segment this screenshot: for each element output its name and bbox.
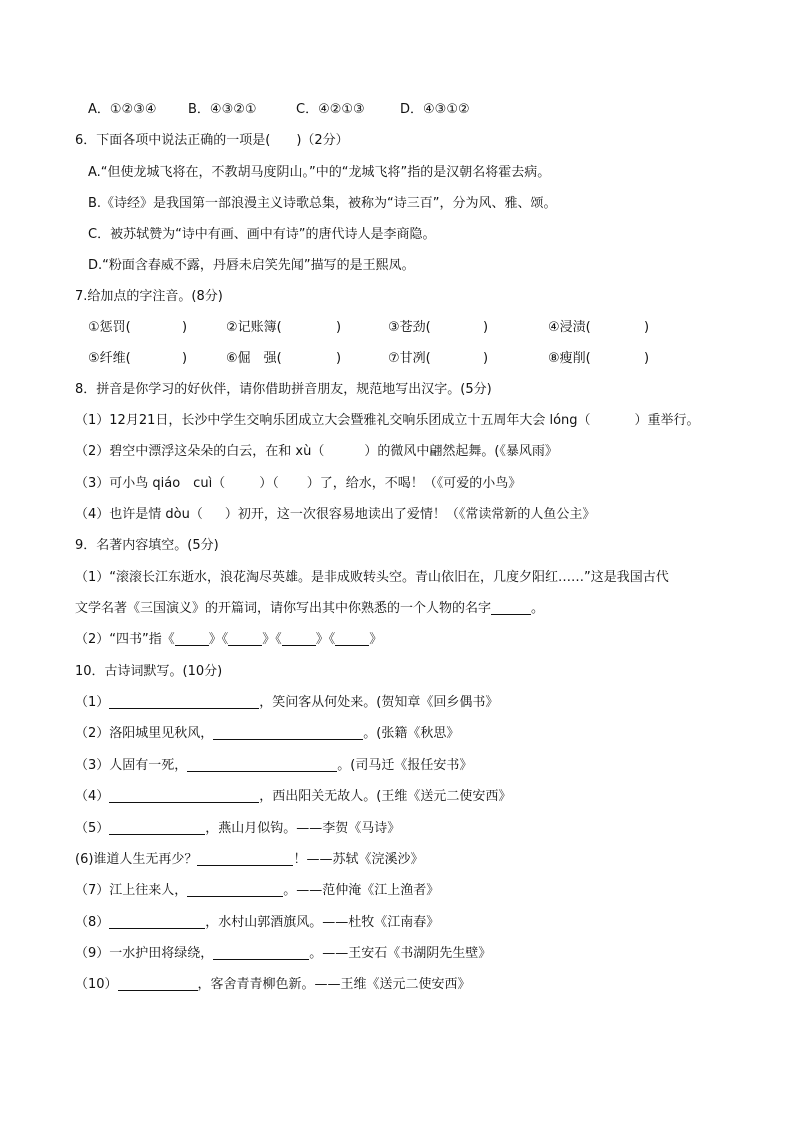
answer-blank[interactable] [118, 976, 198, 991]
q10-item-8: （8） ，水村山郭酒旗风。——杜牧《江南春》 [75, 915, 440, 930]
answer-blank[interactable] [228, 631, 262, 646]
q10-item-10: （10） ，客舍青青柳色新。——王维《送元二使安西》 [75, 977, 471, 992]
q10-item-3: （3）人固有一死， 。(司马迁《报任安书》 [75, 758, 473, 773]
q10-item-5: （5） ，燕山月似钩。——李贺《马诗》 [75, 821, 401, 836]
answer-blank[interactable] [187, 757, 337, 772]
q7-item-1: ①惩罚( [88, 320, 131, 335]
q10-item-2: （2）洛阳城里见秋风， 。(张籍《秋思》 [75, 726, 460, 741]
q10-item-6: (6)谁道人生无再少？ ！——苏轼《浣溪沙》 [75, 852, 424, 867]
q9-item-1-line-2: 文学名著《三国演义》的开篇词，请你写出其中你熟悉的一个人物的名字 。 [75, 601, 545, 616]
q9-item-1-line-1: （1）“滚滚长江东逝水，浪花淘尽英雄。是非成败转头空。青山依旧在，几度夕阳红……”这是我国古代 [75, 570, 669, 585]
answer-blank[interactable] [109, 694, 259, 709]
q6-option-b: B.《诗经》是我国第一部浪漫主义诗歌总集，被称为“诗三百”，分为风、雅、颂。 [88, 196, 557, 211]
q9-stem: 9．名著内容填空。(5分) [75, 538, 219, 553]
answer-blank[interactable] [213, 945, 309, 960]
answer-blank[interactable] [109, 788, 259, 803]
exam-page: A．①②③④ B．④③②① C．④②①③ D．④③①② 6．下面各项中说法正确的一项是( )（2分） A.“但使龙城飞将在，不教胡马度阴山。”中的“龙城飞将”指的是汉朝名将霍去病。 B.《诗经》是我国第一部浪漫主义诗歌总集，被称为“诗三百”，分为风、雅、颂。 C．被苏轼赞为“诗中有画、画中有诗”的唐代诗人是李商隐。 D.“粉面含春威不露，丹唇未启笑先闻”描写的是王熙凤。 7.给加点的字注音。(8分) ①惩罚( ) ②记账簿( ) ③苍劲( ) ④浸渍( ) ⑤纤维( ) ⑥倔 强( ) ⑦甘冽( ) ⑧瘦削( ) 8．拼音是你学习的好伙伴，请你借助拼音朋友，规范地写出汉字。(5分) （1）12月21日，长沙中学生交响乐团成立大会暨雅礼交响乐团成立十五周年大会 lóng（ ）重举行。 （2）碧空中漂浮这朵朵的白云，在和 xù（ ）的微风中翩然起舞。(《暴风雨》 （3）可小鸟 qiáo cuì（ ）（ ）了，给水，不喝！（《可爱的小鸟》 （4）也许是情 dòu（ ）初开，这一次很容易地读出了爱情！（《常读常新的人鱼公主》 9．名著内容填空。(5分) （1）“滚滚长江东逝水，浪花淘尽英雄。是非成败转头空。青山依旧在，几度夕阳红……”这是我国古代 文学名著《三国演义》的开篇词，请你写出其中你熟悉的一个人物的名字 。 （2）“四书”指《 》《 》《 》《 》 10．古诗词默写。(10分) （1） ，笑问客从何处来。(贺知章《回乡偶书》 （2）洛阳城里见秋风， 。(张籍《秋思》 （3）人固有一死， 。(司马迁《报任安书》 （4） ，西出阳关无故人。(王维《送元二使安西》 （5） ，燕山月似钩。——李贺《马诗》 (6)谁道人生无再少？ ！——苏轼《浣溪沙》 （7）江上往来人， 。——范仲淹《江上渔者》 （8） ，水村山郭酒旗风。——杜牧《江南春》 （9）一水护田将绿绕， 。——王安石《书湖阴先生壁》 （10） ，客舍青青柳色新。——王维《送元二使安西》 [75, 102, 700, 992]
q7-item-3: ③苍劲( [388, 320, 431, 335]
q7-item-6: ⑥倔 强( [226, 351, 282, 366]
q5-option-b: B．④③②① [188, 102, 257, 117]
q9-item-2: （2）“四书”指《 》《 》《 》《 》 [75, 632, 383, 647]
q7-item-5: ⑤纤维( [88, 351, 131, 366]
answer-blank[interactable] [491, 600, 531, 615]
answer-blank[interactable] [187, 882, 283, 897]
q7-item-8: ⑧瘦削( [548, 351, 591, 366]
answer-blank[interactable] [175, 631, 209, 646]
q5-option-d: D．④③①② [400, 102, 470, 117]
q10-item-1: （1） ，笑问客从何处来。(贺知章《回乡偶书》 [75, 695, 499, 710]
answer-blank[interactable] [282, 631, 316, 646]
answer-blank[interactable] [213, 725, 363, 740]
q10-item-9: （9）一水护田将绿绕， 。——王安石《书湖阴先生壁》 [75, 946, 492, 961]
q10-item-7: （7）江上往来人， 。——范仲淹《江上渔者》 [75, 883, 440, 898]
q6-option-d: D.“粉面含春威不露，丹唇未启笑先闻”描写的是王熙凤。 [88, 258, 415, 273]
q8-item-4: （4）也许是情 dòu（ ）初开，这一次很容易地读出了爱情！（《常读常新的人鱼公主》 [75, 507, 596, 522]
q6-option-a: A.“但使龙城飞将在，不教胡马度阴山。”中的“龙城飞将”指的是汉朝名将霍去病。 [88, 165, 551, 180]
answer-blank[interactable] [335, 631, 369, 646]
q7-stem: 7.给加点的字注音。(8分) [75, 289, 223, 304]
q8-item-1: （1）12月21日，长沙中学生交响乐团成立大会暨雅礼交响乐团成立十五周年大会 lóng（ ）重举行。 [75, 413, 700, 428]
q8-item-3: （3）可小鸟 qiáo cuì（ ）（ ）了，给水，不喝！（《可爱的小鸟》 [75, 476, 522, 491]
q10-item-4: （4） ，西出阳关无故人。(王维《送元二使安西》 [75, 789, 512, 804]
q7-item-4: ④浸渍( [548, 320, 591, 335]
answer-blank[interactable] [109, 914, 205, 929]
answer-blank[interactable] [197, 851, 293, 866]
q10-stem: 10．古诗词默写。(10分) [75, 664, 223, 679]
q6-option-c: C．被苏轼赞为“诗中有画、画中有诗”的唐代诗人是李商隐。 [88, 227, 436, 242]
answer-blank[interactable] [109, 820, 205, 835]
q7-item-2: ②记账簿( [226, 320, 282, 335]
q8-stem: 8．拼音是你学习的好伙伴，请你借助拼音朋友，规范地写出汉字。(5分) [75, 382, 492, 397]
q8-item-2: （2）碧空中漂浮这朵朵的白云，在和 xù（ ）的微风中翩然起舞。(《暴风雨》 [75, 444, 558, 459]
q5-option-a: A．①②③④ [88, 102, 157, 117]
q7-item-7: ⑦甘冽( [388, 351, 431, 366]
q6-stem: 6．下面各项中说法正确的一项是( )（2分） [75, 133, 349, 148]
q5-option-c: C．④②①③ [296, 102, 365, 117]
